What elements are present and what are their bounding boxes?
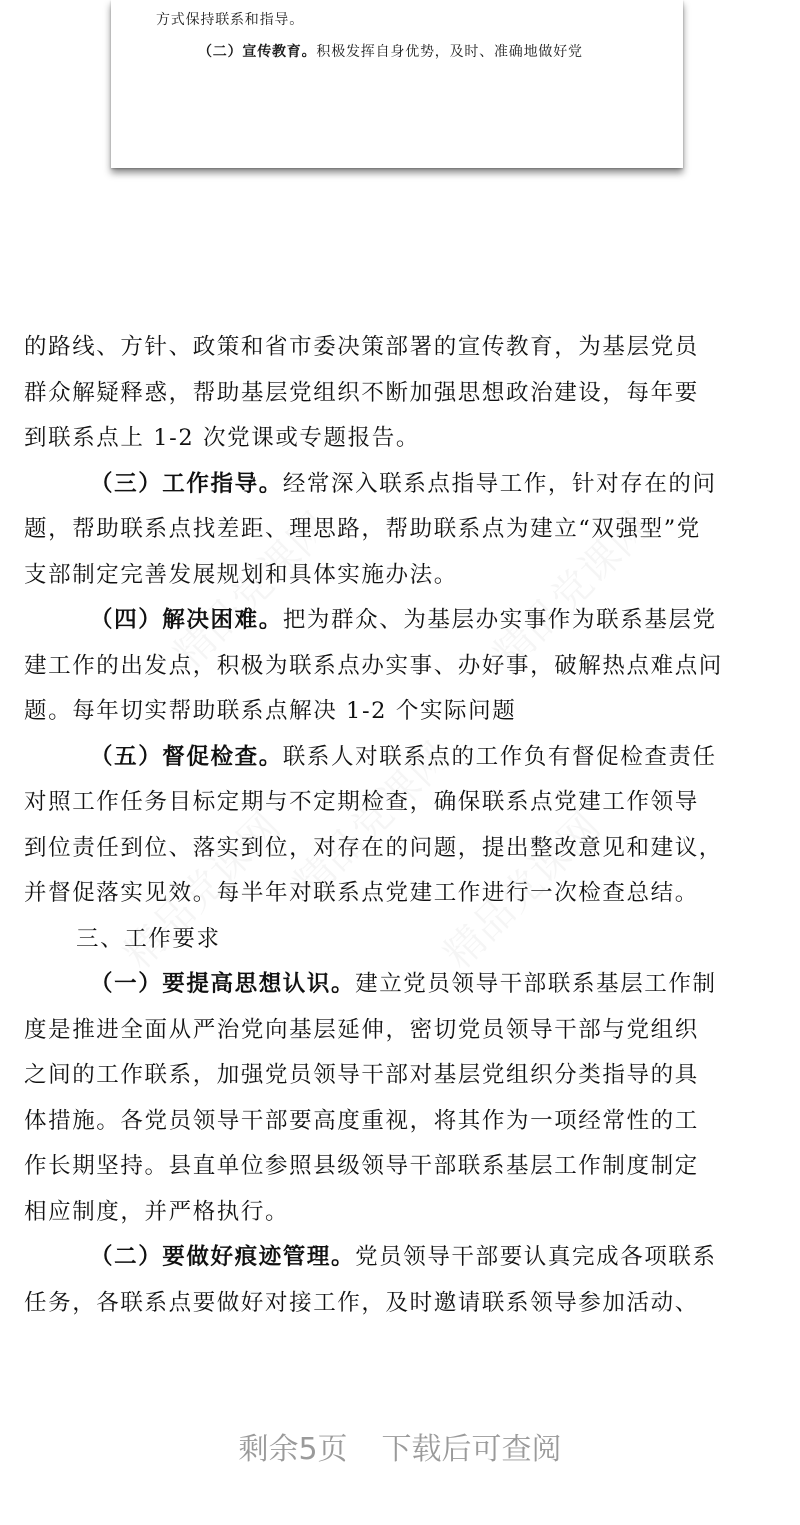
- document-line: [24, 325, 784, 371]
- preview-page-card: [111, 0, 683, 168]
- document-line: [24, 507, 784, 553]
- document-line: [24, 689, 784, 735]
- line-text: 任务，各联系点要做好对接工作，及时邀请联系领导参加活动、: [24, 1289, 699, 1316]
- line-text: 的路线、方针、政策和省市委决策部署的宣传教育，为基层党员: [24, 334, 699, 360]
- line-text: 对照工作任务目标定期与不定期检查，确保联系点党建工作领导: [24, 789, 699, 815]
- section-heading-line: [24, 598, 784, 644]
- download-hint-label: 下载后可查阅: [381, 1432, 562, 1467]
- preview-line-heading: （二）宣传教育。: [198, 44, 317, 60]
- section-heading-line: [24, 962, 784, 1008]
- document-line: [24, 780, 784, 826]
- line-text: 把为群众、为基层办实事作为联系基层党: [282, 607, 717, 633]
- document-line: [24, 416, 784, 462]
- section-heading-line: [24, 1235, 784, 1281]
- document-line: [24, 553, 784, 599]
- document-line: [24, 1099, 784, 1145]
- line-text: 题，帮助联系点找差距、理思路，帮助联系点为建立“双强型”党: [24, 516, 701, 542]
- section-heading: （四）解决困难。: [90, 607, 283, 633]
- document-line: [24, 1008, 784, 1054]
- preview-line: [198, 43, 583, 61]
- line-text: 到位责任到位、落实到位，对存在的问题，提出整改意见和建议，: [24, 834, 723, 861]
- line-text: 体措施。各党员领导干部要高度重视，将其作为一项经常性的工: [24, 1107, 699, 1134]
- section-heading-line: [24, 462, 784, 508]
- section-heading-line: [24, 735, 784, 781]
- section-heading: （三）工作指导。: [90, 470, 283, 497]
- document-line: [24, 644, 784, 690]
- line-text: 相应制度，并严格执行。: [24, 1198, 290, 1225]
- preview-line-text: 积极发挥自身优势，及时、准确地做好党: [316, 44, 583, 60]
- section-heading: （二）要做好痕迹管理。: [90, 1244, 356, 1270]
- line-text: 并督促落实见效。每半年对联系点党建工作进行一次检查总结。: [24, 880, 699, 906]
- line-text: 支部制定完善发展规划和具体实施办法。: [24, 561, 458, 588]
- document-line: [24, 871, 784, 917]
- line-text: 党员领导干部要认真完成各项联系: [355, 1244, 717, 1270]
- line-text: 之间的工作联系，加强党员领导干部对基层党组织分类指导的具: [24, 1062, 699, 1088]
- chapter-heading-text: 三、工作要求: [76, 925, 221, 952]
- line-text: 联系人对联系点的工作负有督促检查责任: [282, 743, 717, 770]
- document-line: [24, 1053, 784, 1099]
- line-text: 作长期坚持。县直单位参照县级领导干部联系基层工作制度制定: [24, 1153, 699, 1179]
- line-text: 群众解疑释惑，帮助基层党组织不断加强思想政治建设，每年要: [24, 379, 699, 406]
- document-body: [24, 325, 784, 1326]
- line-text: 建立党员领导干部联系基层工作制: [355, 971, 717, 997]
- remaining-pages-label: 剩余5页: [238, 1432, 348, 1467]
- document-line: [24, 1281, 784, 1327]
- document-line: [24, 1190, 784, 1236]
- section-heading: （一）要提高思想认识。: [90, 971, 356, 997]
- line-text: 到联系点上 1-2 次党课或专题报告。: [24, 425, 420, 451]
- preview-line-text: 方式保持联系和指导。: [156, 12, 304, 28]
- line-text: 建工作的出发点，积极为联系点办实事、办好事，破解热点难点问: [24, 652, 723, 679]
- preview-line: [156, 11, 304, 29]
- chapter-heading: [24, 917, 784, 963]
- document-line: [24, 1144, 784, 1190]
- line-text: 经常深入联系点指导工作，针对存在的问: [282, 470, 717, 497]
- document-line: [24, 826, 784, 872]
- document-line: [24, 371, 784, 417]
- line-text: 题。每年切实帮助联系点解决 1-2 个实际问题: [24, 698, 517, 724]
- download-to-read-more-button[interactable]: [0, 1420, 800, 1480]
- section-heading: （五）督促检查。: [90, 743, 283, 770]
- line-text: 度是推进全面从严治党向基层延伸，密切党员领导干部与党组织: [24, 1016, 699, 1043]
